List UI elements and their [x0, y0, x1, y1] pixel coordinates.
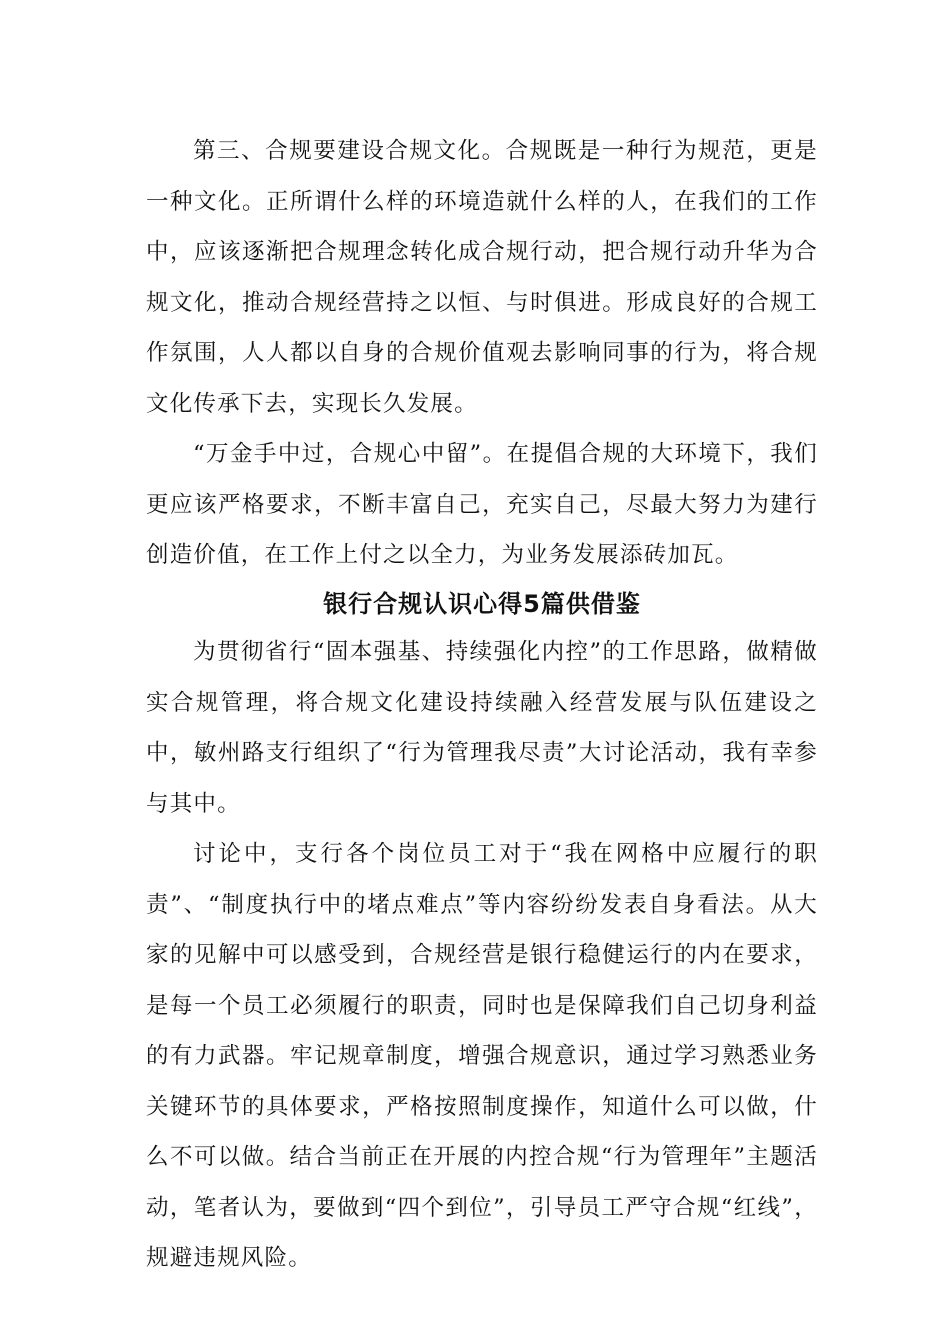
paragraph-compliance-culture: 第三、合规要建设合规文化。合规既是一种行为规范，更是一种文化。正所谓什么样的环境造就什么样的人，在我们的工作中，应该逐渐把合规理念转化成合规行动，把合规行动升华为合规文化，推动合规经营持之以恒、与时俱进。形成良好的合规工作氛围，人人都以自身的合规价值观去影响同事的行为，将合规文化传承下去，实现长久发展。 — [146, 138, 818, 417]
section-heading: 银行合规认识心得5篇供借鉴 — [323, 590, 641, 618]
paragraph-intro: 为贯彻省行“固本强基、持续强化内控”的工作思路，做精做实合规管理，将合规文化建设持续融入经营发展与队伍建设之中，敏州路支行组织了“行为管理我尽责”大讨论活动，我有幸参与其中。 — [146, 639, 818, 817]
paragraph-discussion: 讨论中，支行各个岗位员工对于“我在网格中应履行的职责”、“制度执行中的堵点难点”等内容纷纷发表自身看法。从大家的见解中可以感受到，合规经营是银行稳健运行的内在要求，是每一个员工必须履行的职责，同时也是保障我们自己切身利益的有力武器。牢记规章制度，增强合规意识，通过学习熟悉业务关键环节的具体要求，严格按照制度操作，知道什么可以做，什么不可以做。结合当前正在开展的内控合规“行为管理年”主题活动，笔者认为，要做到“四个到位”，引导员工严守合规“红线”，规避违规风险。 — [146, 841, 818, 1271]
paragraph-conclusion: “万金手中过，合规心中留”。在提倡合规的大环境下，我们更应该严格要求，不断丰富自己，充实自己，尽最大努力为建行创造价值，在工作上付之以全力，为业务发展添砖加瓦。 — [146, 441, 818, 568]
